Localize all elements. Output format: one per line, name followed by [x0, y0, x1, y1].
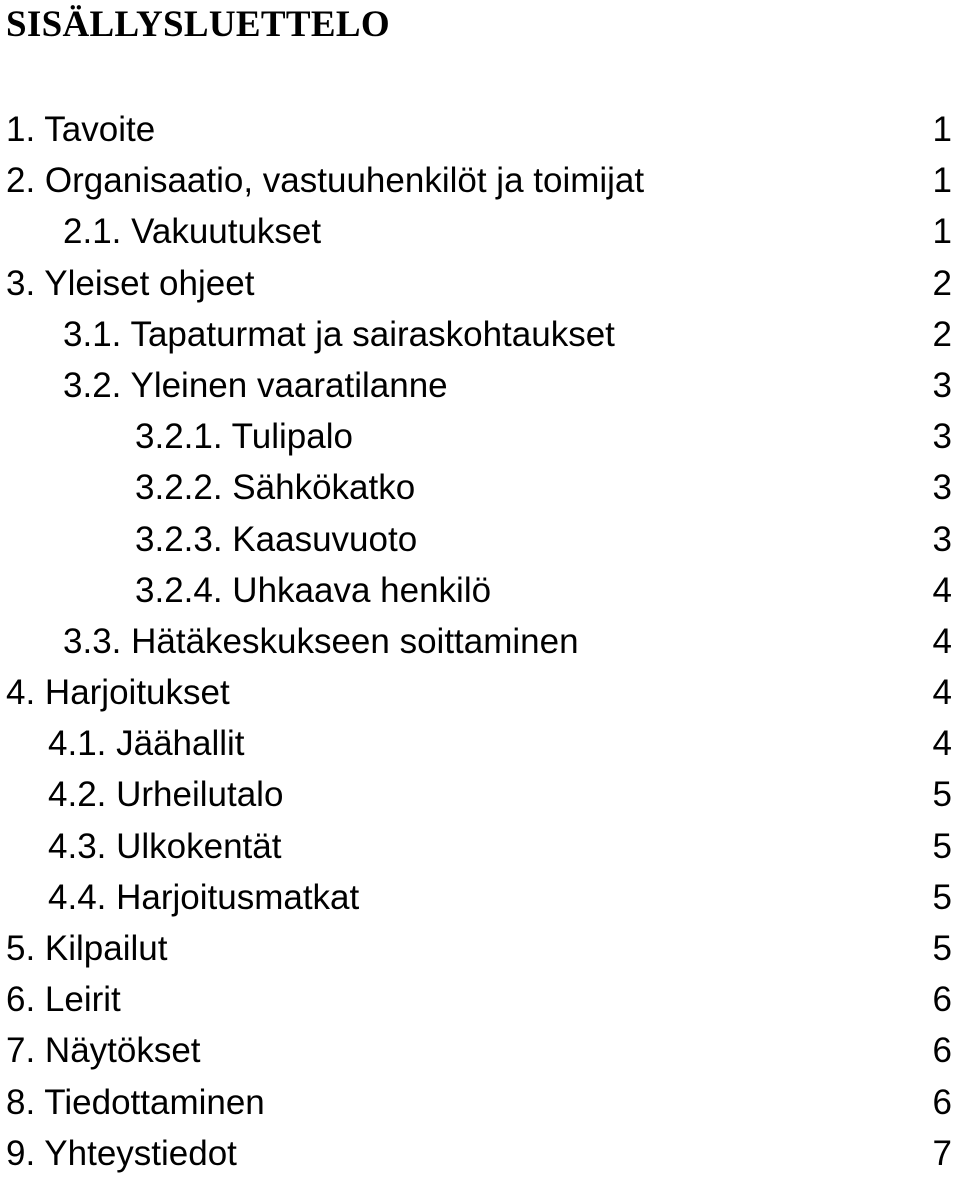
toc-entry-page: 3 [932, 519, 952, 559]
toc-entry [0, 104, 960, 155]
toc-entry-page: 6 [932, 1031, 952, 1071]
toc-entry [0, 872, 960, 923]
toc-entry-page: 4 [932, 570, 952, 610]
toc-entry-label: 3.1. Tapaturmat ja sairaskohtaukset [63, 314, 615, 354]
toc-entry [0, 769, 960, 820]
toc-entry-page: 6 [932, 980, 952, 1020]
toc-entry-page: 1 [932, 110, 952, 149]
table-of-contents [0, 104, 960, 1179]
toc-entry-label: 9. Yhteystiedot [6, 1133, 237, 1173]
toc-entry-label: 8. Tiedottaminen [6, 1082, 265, 1122]
toc-entry [0, 155, 960, 206]
toc-entry-label: 2. Organisaatio, vastuuhenkilöt ja toimijat [6, 161, 645, 201]
toc-entry-page: 3 [932, 365, 952, 405]
toc-entry [0, 258, 960, 309]
toc-entry-page: 4 [932, 621, 952, 661]
toc-entry-page: 6 [932, 1082, 952, 1122]
toc-entry-label: 7. Näytökset [6, 1031, 201, 1071]
toc-entry-label: 6. Leirit [6, 980, 121, 1020]
toc-entry-page: 2 [932, 263, 952, 303]
toc-entry-page: 1 [932, 161, 952, 201]
toc-entry [0, 514, 960, 565]
toc-entry [0, 1077, 960, 1128]
toc-entry-page: 5 [932, 775, 952, 815]
toc-entry-label: 4.4. Harjoitusmatkat [48, 877, 360, 917]
toc-entry-page: 4 [932, 724, 952, 764]
toc-entry-label: 4. Harjoitukset [6, 673, 230, 713]
toc-entry [0, 923, 960, 974]
toc-entry-label: 3.2.3. Kaasuvuoto [135, 519, 418, 559]
toc-entry-page: 1 [932, 212, 952, 252]
toc-entry [0, 360, 960, 411]
toc-entry-label: 3.2.4. Uhkaava henkilö [135, 570, 492, 610]
toc-entry-label: 1. Tavoite [6, 110, 156, 149]
toc-entry-label: 3. Yleiset ohjeet [6, 263, 255, 303]
toc-entry [0, 565, 960, 616]
toc-entry [0, 821, 960, 872]
toc-entry-label: 5. Kilpailut [6, 929, 168, 968]
toc-entry-page: 3 [932, 468, 952, 508]
toc-entry [0, 1025, 960, 1076]
toc-entry-page: 2 [932, 314, 952, 354]
toc-entry-label: 4.3. Ulkokentät [48, 826, 282, 866]
page-title: SISÄLLYSLUETTELO [6, 4, 390, 45]
toc-entry-label: 3.2.1. Tulipalo [135, 417, 353, 457]
toc-entry-label: 2.1. Vakuutukset [63, 212, 322, 252]
toc-entry [0, 616, 960, 667]
toc-entry [0, 462, 960, 513]
toc-entry-label: 4.2. Urheilutalo [48, 775, 284, 815]
toc-entry [0, 1128, 960, 1179]
toc-entry [0, 206, 960, 257]
toc-entry [0, 309, 960, 360]
toc-entry-page: 5 [932, 877, 952, 917]
toc-entry-page: 5 [932, 929, 952, 968]
toc-entry-label: 3.2.2. Sähkökatko [135, 468, 416, 508]
toc-entry-label: 3.3. Hätäkeskukseen soittaminen [63, 621, 579, 661]
toc-entry-label: 3.2. Yleinen vaaratilanne [63, 365, 448, 405]
toc-entry [0, 411, 960, 462]
toc-entry-label: 4.1. Jäähallit [48, 724, 245, 764]
toc-entry-page: 7 [932, 1133, 952, 1173]
toc-entry [0, 667, 960, 718]
toc-entry [0, 718, 960, 769]
toc-entry-page: 5 [932, 826, 952, 866]
toc-entry-page: 3 [932, 417, 952, 457]
toc-entry [0, 974, 960, 1025]
toc-entry-page: 4 [932, 673, 952, 713]
